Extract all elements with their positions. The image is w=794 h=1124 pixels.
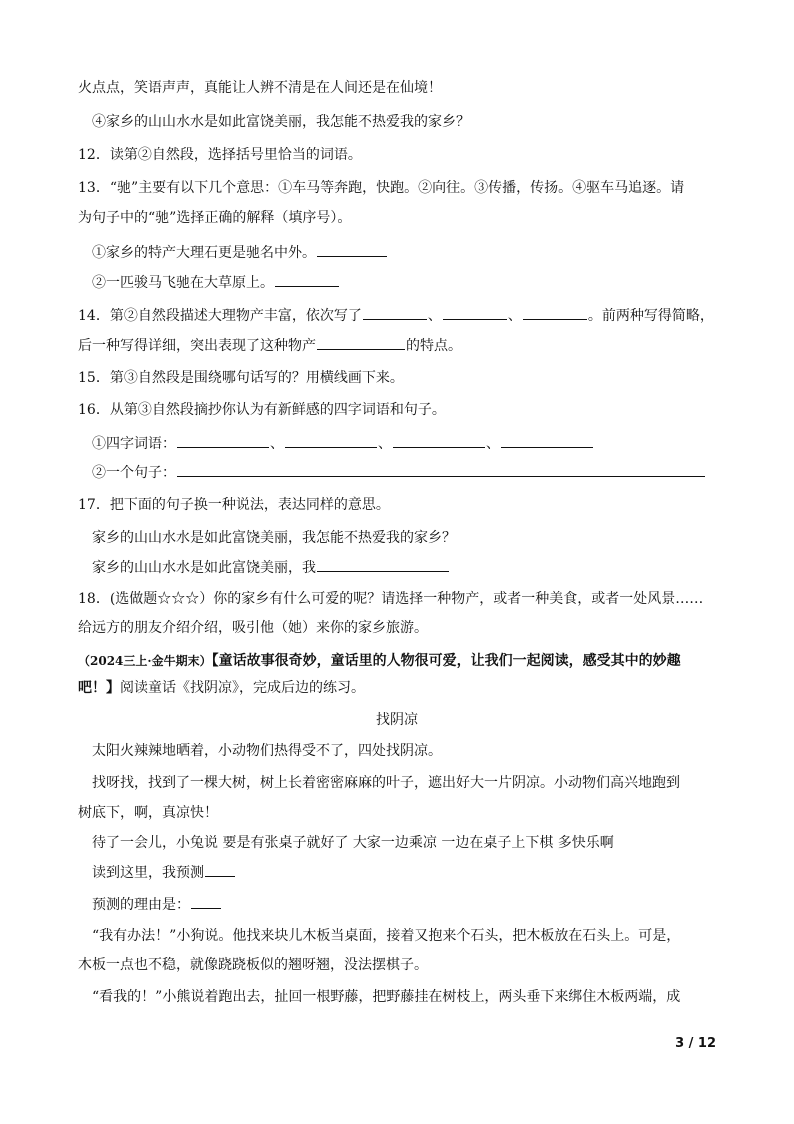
story-paragraph-2-cont: 树底下，啊，真凉快！ — [78, 805, 218, 821]
question-13-item-1: ①家乡的特产大理石更是驰名中外。 — [92, 242, 388, 263]
answer-blank[interactable] — [523, 305, 587, 320]
answer-blank[interactable] — [393, 433, 485, 448]
question-13-item-2: ②一匹骏马飞驰在大草原上。 — [92, 272, 340, 293]
question-16: 16．从第③自然段摘抄你认为有新鲜感的四字词语和句子。 — [78, 402, 446, 418]
answer-blank[interactable] — [205, 862, 235, 877]
answer-blank[interactable] — [317, 335, 405, 350]
answer-blank[interactable] — [363, 305, 427, 320]
answer-blank[interactable] — [317, 242, 387, 257]
answer-blank[interactable] — [191, 894, 221, 909]
prediction-line: 读到这里，我预测 — [92, 862, 236, 883]
question-18: 18．(选做题☆☆☆）你的家乡有什么可爱的呢？请选择一种物产，或者一种美食，或者一处风景…… — [78, 591, 704, 607]
answer-blank[interactable] — [317, 557, 449, 572]
answer-blank[interactable] — [501, 433, 593, 448]
page-number: 3 / 12 — [675, 1036, 716, 1051]
question-13: 13．“驰”主要有以下几个意思：①车马等奔跑，快跑。②向往。③传播，传扬。④驱车马追逐。请 — [78, 180, 685, 196]
story-paragraph-2: 找呀找，找到了一棵大树，树上长着密密麻麻的叶子，遮出好大一片阴凉。小动物们高兴地跑到 — [92, 775, 680, 791]
question-16-sentence: ②一个句子： — [92, 462, 706, 483]
story-title: 找阴凉 — [376, 712, 418, 728]
question-15: 15．第③自然段是围绕哪句话写的？用横线画下来。 — [78, 370, 404, 386]
prediction-reason-line: 预测的理由是： — [92, 894, 222, 915]
question-14: 14．第②自然段描述大理物产丰富，依次写了 、 、 。前两种写得简略， — [78, 305, 714, 326]
reading-intro: （2024三上·金牛期末）【童话故事很奇妙，童话里的人物很可爱，让我们一起阅读，感受其中的妙趣 — [78, 653, 681, 669]
question-17: 17．把下面的句子换一种说法，表达同样的意思。 — [78, 497, 390, 513]
story-paragraph-4: “我有办法！”小狗说。他找来块儿木板当桌面，接着又抱来个石头，把木板放在石头上。可是， — [92, 928, 681, 944]
question-17-original: 家乡的山山水水是如此富饶美丽，我怎能不热爱我的家乡？ — [92, 530, 456, 546]
answer-blank[interactable] — [285, 433, 377, 448]
question-12: 12．读第②自然段，选择括号里恰当的词语。 — [78, 147, 362, 163]
question-16-words: ①四字词语： 、 、 、 — [92, 433, 594, 454]
question-13-cont: 为句子中的“驰”选择正确的解释（填序号）。 — [78, 210, 352, 226]
answer-blank[interactable] — [177, 462, 705, 477]
reading-intro-cont: 吧！】阅读童话《找阴凉》，完成后边的练习。 — [78, 680, 365, 696]
answer-blank[interactable] — [177, 433, 269, 448]
passage-paragraph-4: ④家乡的山山水水是如此富饶美丽，我怎能不热爱我的家乡？ — [92, 114, 470, 130]
passage-line: 火点点，笑语声声，真能让人辨不清是在人间还是在仙境！ — [78, 80, 442, 96]
story-paragraph-1: 太阳火辣辣地晒着，小动物们热得受不了，四处找阴凉。 — [92, 743, 442, 759]
story-paragraph-3: 待了一会儿，小兔说 要是有张桌子就好了 大家一边乘凉 一边在桌子上下棋 多快乐啊 — [92, 835, 614, 851]
question-17-rewrite: 家乡的山山水水是如此富饶美丽，我 — [92, 557, 450, 578]
story-paragraph-4-cont: 木板一点也不稳，就像跷跷板似的翘呀翘，没法摆棋子。 — [78, 957, 428, 973]
question-14-cont: 后一种写得详细，突出表现了这种物产 的特点。 — [78, 335, 462, 356]
question-18-cont: 给远方的朋友介绍介绍，吸引他（她）来你的家乡旅游。 — [78, 620, 428, 636]
answer-blank[interactable] — [443, 305, 507, 320]
answer-blank[interactable] — [275, 272, 339, 287]
story-paragraph-5: “看我的！”小熊说着跑出去，扯回一根野藤，把野藤挂在树枝上，两头垂下来绑住木板两端，成 — [92, 989, 681, 1005]
